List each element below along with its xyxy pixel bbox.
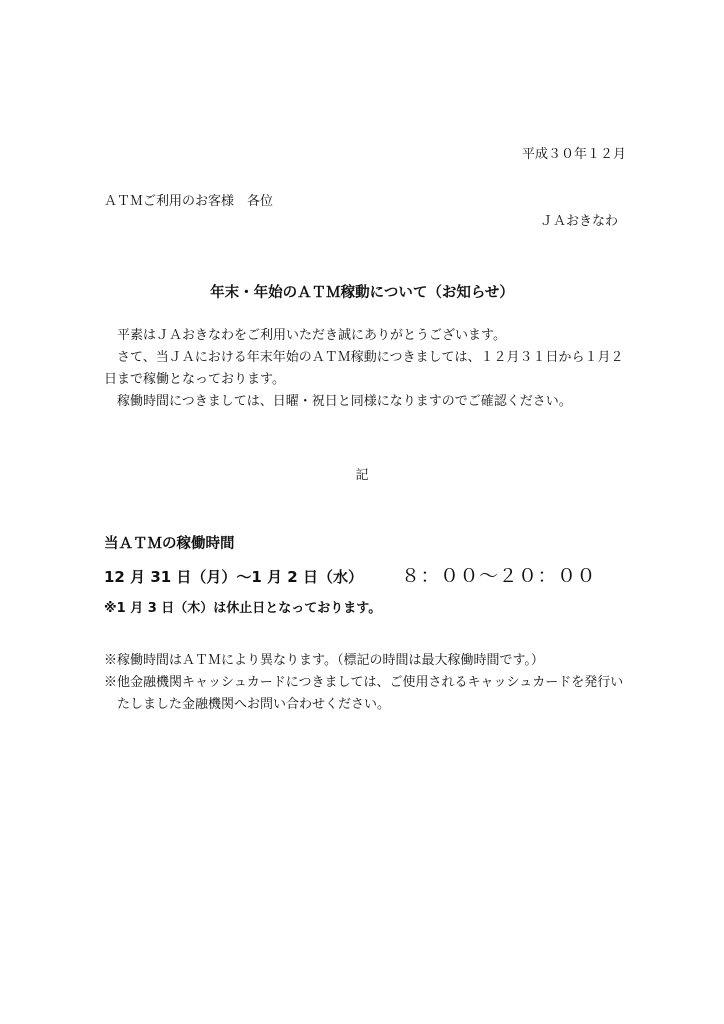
hours-heading: 当ＡＴＭの稼働時間 [104,536,235,552]
body-paragraph-operation: さて、当ＪＡにおける年末年始のＡＴＭ稼動につきましては、１２月３１日から１月２日まで稼働となっております。 [104,350,624,387]
notice-body [104,325,624,413]
notes-list [104,650,624,716]
schedule-row [104,565,596,588]
schedule-hours: ８：００～２０：００ [400,565,596,587]
holiday-note: ※1 月 3 日（木）は休止日となっております。 [104,601,382,616]
document-date: 平成３０年１２月 [521,147,626,162]
schedule-dates: 12 月 31 日（月）～1 月 2 日（水） [104,568,363,586]
notice-title: 年末・年始のＡＴＭ稼動について（お知らせ） [210,285,514,301]
body-paragraph-greeting: 平素はＪＡおきなわをご利用いただき誠にありがとうございます。 [117,328,506,343]
sender-name: ＪＡおきなわ [539,214,618,229]
note-item-hours: ※稼働時間はＡＴＭにより異なります。（標記の時間は最大稼働時間です。） [104,653,544,668]
note-item-other-cards: ※他金融機関キャッシュカードにつきましては、ご使用されるキャッシュカードを発行いたしました金融機関へお問い合わせください。 [104,675,624,712]
body-paragraph-hours: 稼働時間につきましては、日曜・祝日と同様になりますのでご確認ください。 [117,394,572,409]
recipient-line: ＡＴＭご利用のお客様 各位 [104,194,274,209]
ki-marker: 記 [355,468,369,483]
